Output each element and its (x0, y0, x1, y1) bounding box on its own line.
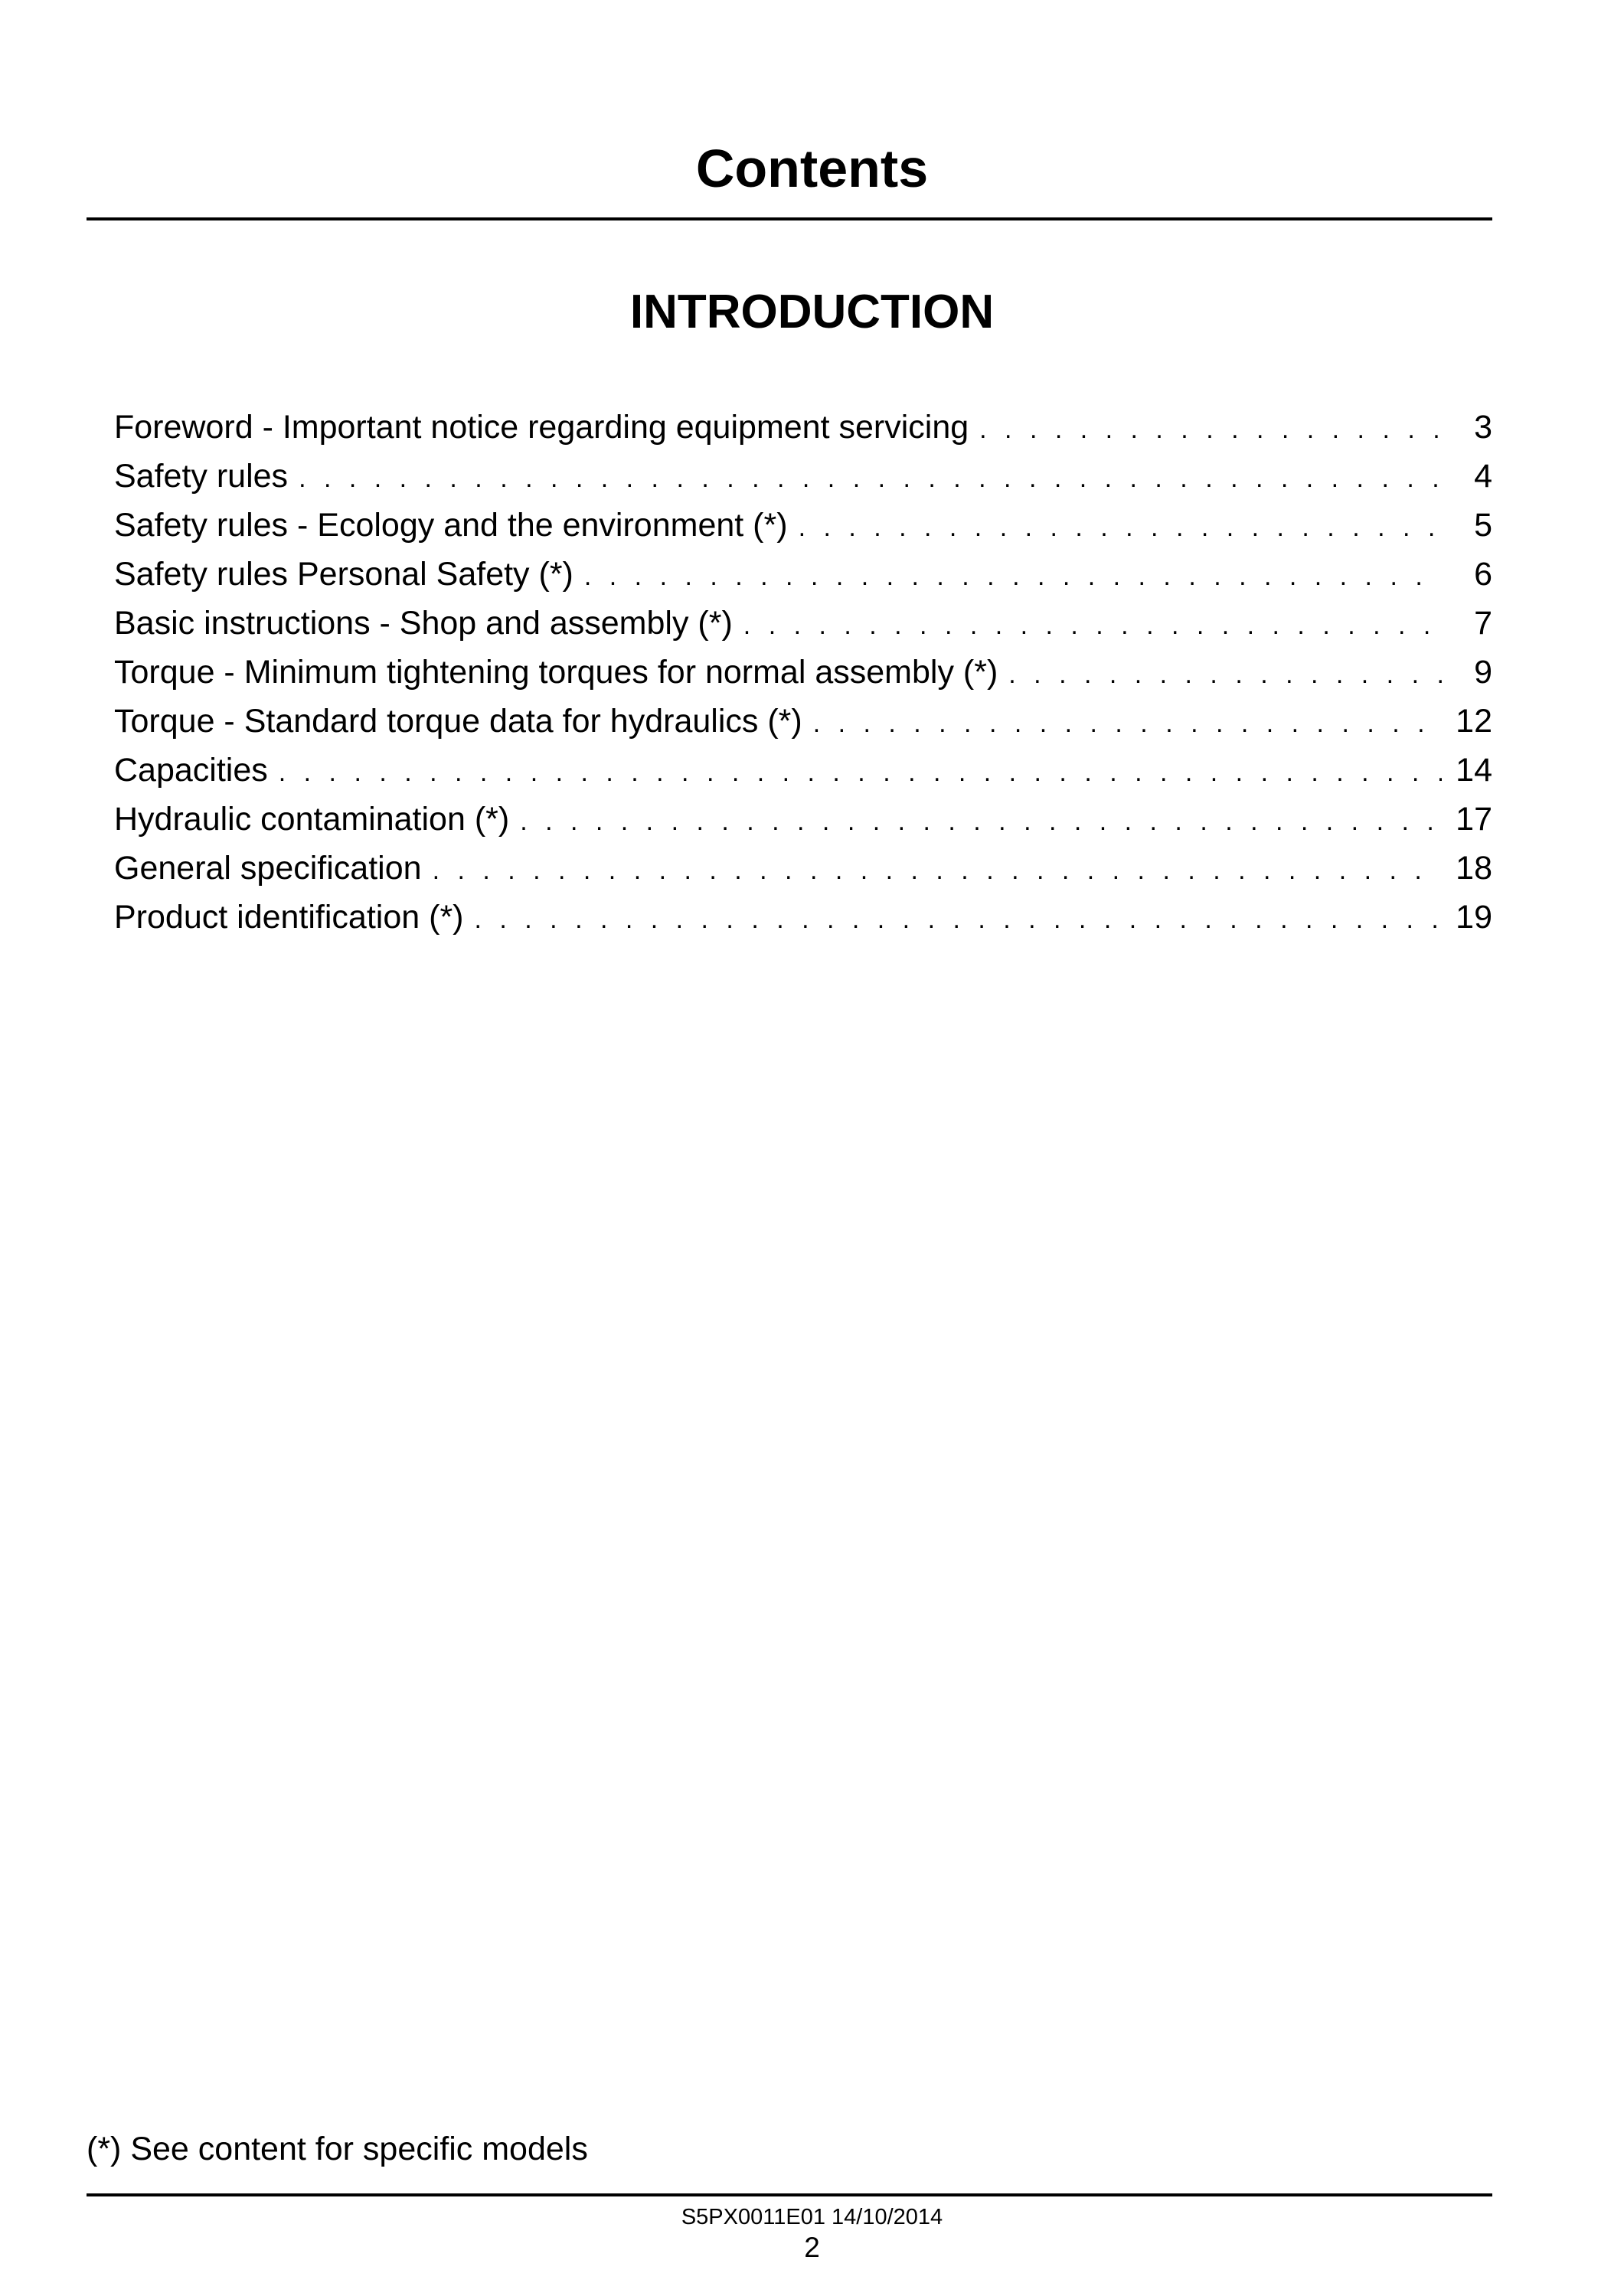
toc-entry[interactable] (114, 550, 1492, 599)
toc-entry[interactable] (114, 648, 1492, 697)
toc-entry[interactable] (114, 403, 1492, 452)
dot-leader (520, 797, 1442, 846)
document-id: S5PX0011E01 14/10/2014 (681, 2205, 943, 2229)
toc-entry[interactable] (114, 844, 1492, 893)
footer-divider (87, 2193, 1492, 2196)
toc-entry[interactable] (114, 746, 1492, 795)
dot-leader (279, 748, 1442, 797)
toc-entry-title: Foreword - Important notice regarding equipment servicing (114, 409, 969, 446)
dot-leader (1008, 650, 1442, 699)
page-number: 2 (804, 2232, 820, 2263)
dot-leader (299, 454, 1442, 503)
toc-entry-title: Product identification (*) (114, 899, 464, 936)
toc-entry-page: 19 (1456, 899, 1492, 936)
toc-entry-title: Hydraulic contamination (*) (114, 801, 510, 838)
dot-leader (743, 601, 1442, 650)
toc-entry-page: 12 (1456, 703, 1492, 740)
table-of-contents (114, 403, 1492, 942)
toc-entry[interactable] (114, 501, 1492, 550)
toc-entry-page: 6 (1474, 556, 1492, 593)
dot-leader (813, 699, 1442, 748)
toc-entry-title: Safety rules Personal Safety (*) (114, 556, 573, 593)
toc-entry-page: 3 (1474, 409, 1492, 446)
toc-entry-page: 5 (1474, 507, 1492, 544)
toc-entry-page: 9 (1474, 654, 1492, 691)
toc-entry[interactable] (114, 893, 1492, 942)
toc-entry-page: 18 (1456, 850, 1492, 887)
toc-entry[interactable] (114, 599, 1492, 648)
dot-leader (433, 846, 1442, 895)
dot-leader (475, 895, 1443, 944)
toc-entry-title: Torque - Minimum tightening torques for normal assembly (*) (114, 654, 998, 691)
page-title: Contents (695, 139, 929, 198)
toc-entry-page: 7 (1474, 605, 1492, 642)
toc-entry-title: Safety rules (114, 458, 289, 495)
toc-entry[interactable] (114, 697, 1492, 746)
toc-entry[interactable] (114, 795, 1492, 844)
toc-entry-page: 14 (1456, 752, 1492, 789)
toc-entry-title: General specification (114, 850, 422, 887)
dot-leader (799, 503, 1442, 552)
toc-entry-title: Torque - Standard torque data for hydraulics (*) (114, 703, 802, 740)
toc-entry-title: Safety rules - Ecology and the environment (*) (114, 507, 788, 544)
dot-leader (979, 405, 1442, 454)
section-heading: INTRODUCTION (629, 286, 995, 338)
footnote: (*) See content for specific models (87, 2131, 588, 2167)
dot-leader (584, 552, 1442, 601)
title-divider (87, 217, 1492, 220)
toc-entry-title: Basic instructions - Shop and assembly (*) (114, 605, 733, 642)
toc-entry-page: 4 (1474, 458, 1492, 495)
toc-entry-page: 17 (1456, 801, 1492, 838)
toc-entry-title: Capacities (114, 752, 268, 789)
toc-entry[interactable] (114, 452, 1492, 501)
